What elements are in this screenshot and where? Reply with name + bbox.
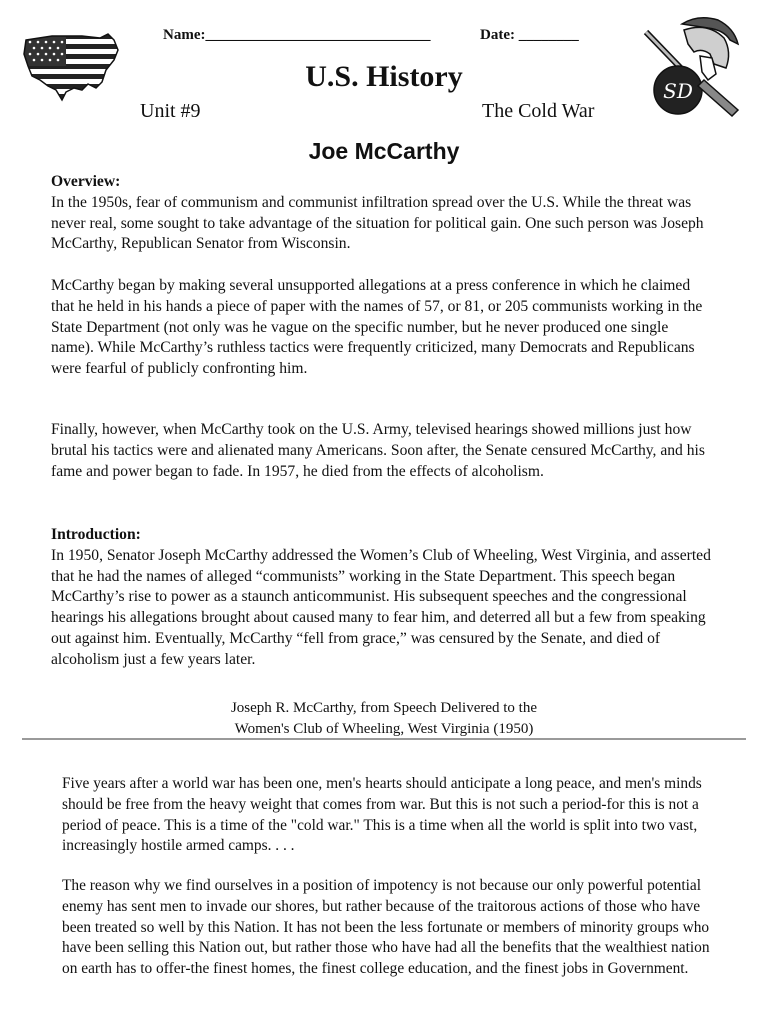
document-title: Joe McCarthy bbox=[308, 138, 460, 164]
overview-paragraph-3: Finally, however, when McCarthy took on the U.S. Army, televised hearings showed millions just how brutal his tactics were and alienated many Americans. Soon after, the Senate censured McCarthy, and his fame and power began to fade. In 1957, he died from the effects of alcoholism. bbox=[51, 421, 705, 480]
speech-paragraph-2-block bbox=[62, 876, 712, 980]
overview-paragraph-1: In the 1950s, fear of communism and communist infiltration spread over the U.S. While the threat was never real, some sought to take advantage of the situation for political gain. One such person was Joseph McCarthy, Republican Senator from Wisconsin. bbox=[51, 193, 704, 253]
source-line-2: Women's Club of Wheeling, West Virginia (1950) bbox=[234, 721, 534, 737]
overview-paragraph-3-block bbox=[51, 420, 711, 482]
overview-section bbox=[51, 172, 711, 255]
source-line-1: Joseph R. McCarthy, from Speech Delivered to the bbox=[230, 700, 538, 716]
name-field[interactable]: Name:______________________________ bbox=[163, 27, 431, 43]
unit-topic: The Cold War bbox=[482, 100, 595, 122]
svg-text:SD: SD bbox=[663, 79, 693, 103]
overview-paragraph-2-block bbox=[51, 276, 711, 380]
unit-number: Unit #9 bbox=[140, 100, 201, 122]
source-caption bbox=[0, 698, 768, 740]
divider bbox=[22, 738, 746, 740]
overview-heading: Overview: bbox=[51, 173, 121, 190]
course-title: U.S. History bbox=[305, 60, 463, 93]
introduction-section bbox=[51, 525, 711, 671]
overview-paragraph-2: McCarthy began by making several unsupported allegations at a press conference in which he claimed that he held in his hands a piece of paper with the names of 57, or 81, or 205 communists working in the State Department (not only was he vague on the specific number, but he never produced one single name). While McCarthy’s ruthless tactics were frequently criticized, many Democrats and Republicans were fearful of publicly confronting him. bbox=[51, 277, 703, 378]
speech-paragraph-1: Five years after a world war has been one, men's hearts should anticipate a long peace, and men's minds should be free from the heavy weight that comes from war. But this is not such a period-for this is not a period of peace. This is a time of the "cold war." This is a time when all the world is split into two vast, increasingly hostile armed camps. . . . bbox=[62, 775, 702, 855]
speech-paragraph-1-block bbox=[62, 774, 712, 857]
date-field[interactable]: Date: ________ bbox=[480, 27, 579, 43]
introduction-paragraph: In 1950, Senator Joseph McCarthy addressed the Women’s Club of Wheeling, West Virginia, and asserted that he had the names of alleged “communists” working in the State Department. This speech began McCarthy’s rise to power as a staunch anticommunist. His subsequent speeches and the congressional hearings his allegations brought about caused many to fear him, and deterred all but a few from speaking out against him. Eventually, McCarthy “fell from grace,” was censured by the Senate, and died of alcoholism just a few years later. bbox=[51, 546, 711, 668]
speech-paragraph-2: The reason why we find ourselves in a position of impotency is not because our only powerful potential enemy has sent men to invade our shores, but rather because of the traitorous actions of those who have been treated so well by this Nation. It has not been the less fortunate or members of minority groups who have been selling this Nation out, but rather those who have had all the benefits that the wealthiest nation on earth has to offer-the finest homes, the finest college education, and the finest jobs in Government. bbox=[62, 877, 710, 978]
introduction-heading: Introduction: bbox=[51, 526, 141, 543]
